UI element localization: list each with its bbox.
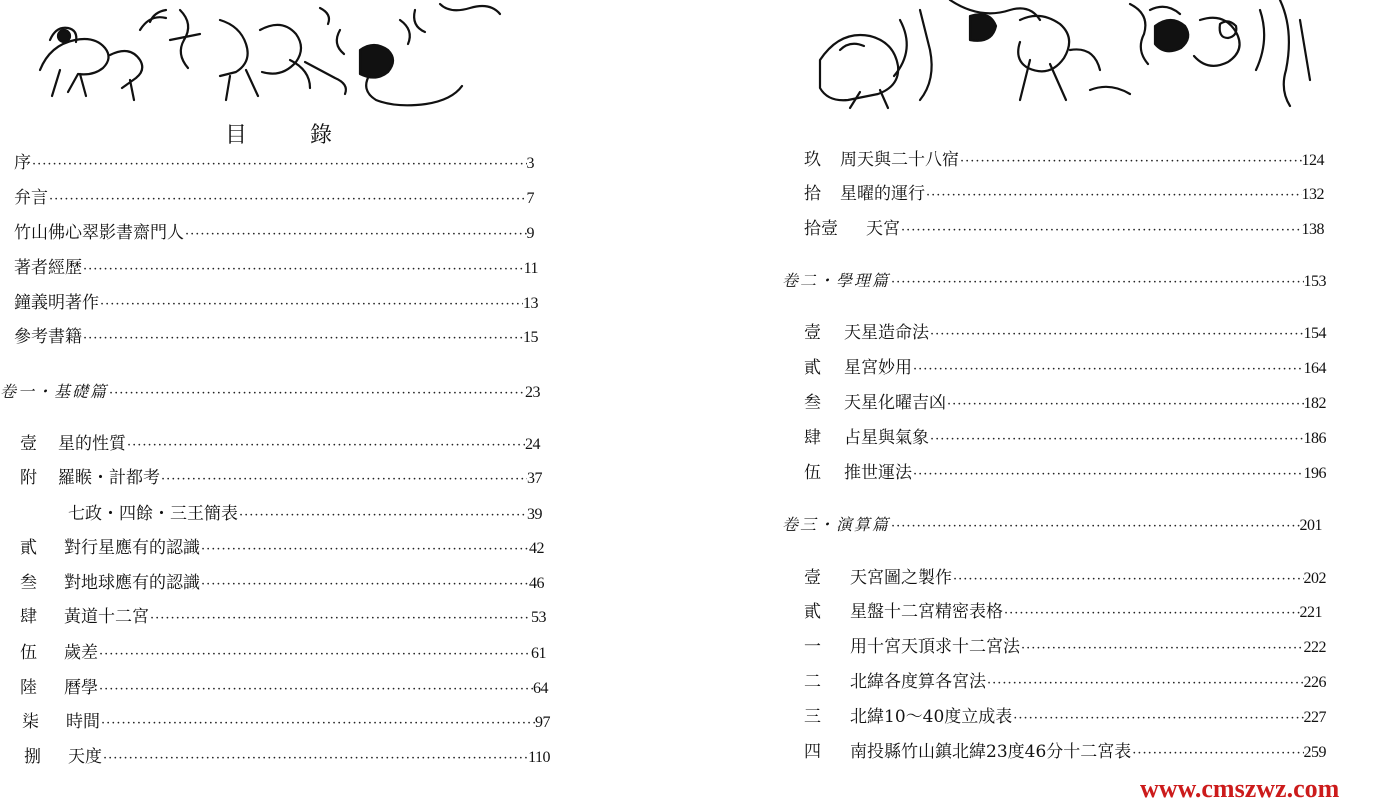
toc-entry-page: 153 [1303, 273, 1326, 290]
toc-entry-number: 肆 [20, 607, 37, 627]
toc-leader-dots [238, 505, 527, 527]
toc-entry-page: 61 [531, 645, 546, 662]
toc-entry-page: 221 [1299, 604, 1322, 621]
toc-entry [804, 671, 1326, 695]
toc-entry-page: 201 [1299, 517, 1322, 534]
toc-leader-dots [48, 189, 527, 211]
toc-leader-dots [912, 464, 1304, 486]
toc-leader-dots [925, 185, 1302, 207]
toc-entry-label: 星盤十二宮精密表格 [850, 602, 1003, 622]
toc-entry-page: 15 [523, 329, 538, 346]
toc-entry-page: 53 [531, 609, 546, 626]
toc-entry-label: 七政・四餘・三王簡表 [68, 504, 238, 524]
toc-entry-label: 著者經歷 [14, 258, 82, 278]
toc-entry-number: 三 [804, 707, 821, 727]
toc-leader-dots [82, 259, 524, 281]
toc-leader-dots [890, 272, 1303, 294]
toc-entry [804, 218, 1324, 242]
toc-entry [804, 567, 1326, 591]
toc-entry-page: 13 [523, 295, 538, 312]
toc-entry-label: 星曜的運行 [840, 184, 925, 204]
toc-entry-label: 天度 [68, 747, 102, 767]
toc-entry-number: 叁 [804, 393, 821, 413]
toc-entry-number: 捌 [24, 747, 41, 767]
toc-entry-number: 陸 [20, 678, 37, 698]
toc-entry [20, 467, 542, 491]
toc-entry-number: 壹 [804, 323, 821, 343]
toc-entry-number: 伍 [804, 463, 821, 483]
toc-entry-page: 182 [1303, 395, 1326, 412]
toc-entry-label: 時間 [66, 712, 100, 732]
toc-entry-number: 柒 [22, 712, 39, 732]
toc-entry-number: 拾壹 [804, 219, 838, 239]
toc-entry-number: 拾 [804, 184, 821, 204]
toc-entry [68, 503, 542, 527]
header-illustration-left [20, 0, 520, 110]
toc-entry-page: 110 [528, 749, 550, 766]
toc-entry-number: 四 [804, 742, 821, 762]
toc-entry-number: 叁 [20, 573, 37, 593]
toc-entry [804, 149, 1324, 173]
toc-entry-page: 154 [1303, 325, 1326, 342]
toc-entry-label: 星的性質 [58, 434, 126, 454]
toc-entry [20, 433, 540, 457]
toc-leader-dots [1131, 743, 1303, 765]
toc-leader-dots [98, 679, 533, 701]
toc-entry [22, 711, 550, 735]
toc-entry-number: 附 [20, 468, 37, 488]
toc-leader-dots [986, 673, 1304, 695]
toc-entry-number: 肆 [804, 428, 821, 448]
toc-entry-label: 用十宮天頂求十二宮法 [850, 637, 1020, 657]
toc-leader-dots [126, 435, 525, 457]
toc-entry-number: 伍 [20, 643, 37, 663]
toc-section-heading [782, 514, 1322, 538]
toc-entry-number: 壹 [804, 568, 821, 588]
toc-entry-page: 46 [529, 575, 544, 592]
site-watermark: www.cmszwz.com [1140, 774, 1340, 803]
toc-entry-label: 北緯各度算各宮法 [850, 672, 986, 692]
toc-title: 目 錄 [225, 123, 360, 148]
toc-leader-dots [200, 574, 529, 596]
toc-entry [14, 187, 534, 211]
toc-entry-page: 64 [533, 680, 548, 697]
toc-entry-page: 37 [527, 470, 542, 487]
toc-leader-dots [99, 294, 523, 316]
toc-leader-dots [1020, 638, 1304, 660]
toc-entry-page: 24 [525, 436, 540, 453]
toc-entry-page: 11 [523, 260, 538, 277]
toc-entry-number: 貳 [804, 358, 821, 378]
toc-leader-dots [900, 220, 1302, 242]
toc-entry [804, 601, 1322, 625]
toc-leader-dots [890, 516, 1299, 538]
toc-entry [14, 222, 534, 246]
toc-entry-page: 7 [526, 190, 534, 207]
toc-entry [14, 257, 538, 281]
toc-section-label: 卷二・學理篇 [782, 271, 891, 290]
toc-entry-number: 一 [804, 637, 821, 657]
toc-entry-page: 226 [1303, 674, 1326, 691]
toc-section-heading [0, 381, 540, 405]
toc-entry-label: 序 [14, 153, 31, 173]
toc-leader-dots [929, 429, 1304, 451]
toc-entry-page: 42 [529, 540, 544, 557]
toc-entry-label: 黃道十二宮 [64, 607, 149, 627]
toc-leader-dots [160, 469, 527, 491]
toc-entry [804, 462, 1326, 486]
toc-entry-label: 推世運法 [844, 463, 912, 483]
toc-entry-number: 壹 [20, 434, 37, 454]
toc-entry [804, 636, 1326, 660]
figures-illustration [800, 0, 1320, 112]
toc-entry-number: 貳 [20, 538, 37, 558]
toc-entry-page: 222 [1303, 639, 1326, 656]
toc-entry-label: 南投縣竹山鎮北緯23度46分十二宮表 [850, 742, 1132, 762]
toc-entry-label: 周天與二十八宿 [840, 150, 959, 170]
toc-entry [20, 572, 544, 596]
toc-entry [804, 706, 1326, 730]
toc-leader-dots [952, 569, 1304, 591]
toc-entry-page: 259 [1303, 744, 1326, 761]
toc-entry-label: 占星與氣象 [844, 428, 929, 448]
header-illustration-right [800, 0, 1320, 112]
toc-entry-page: 132 [1301, 186, 1324, 203]
toc-entry [24, 746, 550, 770]
toc-leader-dots [959, 151, 1302, 173]
toc-entry [804, 357, 1326, 381]
toc-entry-label: 竹山佛心翠影書齋門人 [14, 223, 184, 243]
toc-entry [804, 392, 1326, 416]
toc-entry [20, 677, 548, 701]
toc-entry-label: 星宮妙用 [844, 358, 912, 378]
toc-entry-page: 97 [535, 714, 550, 731]
toc-leader-dots [184, 224, 527, 246]
toc-entry [14, 326, 538, 350]
toc-entry [14, 152, 534, 176]
toc-entry-page: 9 [526, 225, 534, 242]
toc-entry [804, 741, 1326, 765]
toc-entry-label: 對行星應有的認識 [64, 538, 200, 558]
toc-entry [20, 642, 546, 666]
toc-section-label: 卷一・基礎篇 [0, 382, 109, 401]
toc-leader-dots [1003, 603, 1300, 625]
toc-leader-dots [1012, 708, 1303, 730]
toc-entry-label: 天星造命法 [844, 323, 929, 343]
toc-entry [804, 322, 1326, 346]
figures-illustration [20, 0, 520, 110]
toc-entry-number: 二 [804, 672, 821, 692]
toc-section-heading [782, 270, 1326, 294]
toc-section-label: 卷三・演算篇 [782, 515, 891, 534]
toc-leader-dots [100, 713, 535, 735]
toc-entry-page: 124 [1301, 152, 1324, 169]
toc-entry-label: 參考書籍 [14, 327, 82, 347]
toc-entry-page: 39 [527, 506, 542, 523]
toc-leader-dots [946, 394, 1304, 416]
toc-leader-dots [200, 539, 529, 561]
toc-entry-page: 164 [1303, 360, 1326, 377]
toc-leader-dots [98, 644, 531, 666]
toc-entry-number: 玖 [804, 150, 821, 170]
toc-entry [804, 183, 1324, 207]
toc-entry-page: 196 [1303, 465, 1326, 482]
toc-entry [14, 292, 538, 316]
toc-entry [20, 606, 546, 630]
toc-leader-dots [108, 383, 525, 405]
toc-entry-label: 天宮 [866, 219, 900, 239]
toc-entry [804, 427, 1326, 451]
toc-entry-label: 弁言 [14, 188, 48, 208]
toc-entry-label: 歲差 [64, 643, 98, 663]
toc-entry [20, 537, 544, 561]
toc-entry-label: 天星化曜吉凶 [844, 393, 946, 413]
toc-entry-page: 186 [1303, 430, 1326, 447]
toc-leader-dots [912, 359, 1304, 381]
toc-entry-page: 23 [525, 384, 540, 401]
toc-entry-label: 北緯10～40度立成表 [850, 707, 1013, 727]
toc-leader-dots [149, 608, 531, 630]
toc-entry-page: 3 [526, 155, 534, 172]
toc-entry-page: 227 [1303, 709, 1326, 726]
toc-entry-label: 鐘義明著作 [14, 293, 99, 313]
toc-entry-number: 貳 [804, 602, 821, 622]
toc-leader-dots [82, 328, 523, 350]
toc-entry-label: 曆學 [64, 678, 98, 698]
toc-entry-label: 天宮圖之製作 [850, 568, 952, 588]
toc-leader-dots [31, 154, 527, 176]
toc-entry-label: 對地球應有的認識 [64, 573, 200, 593]
toc-leader-dots [102, 748, 528, 770]
toc-entry-label: 羅睺・計都考 [58, 468, 160, 488]
toc-entry-page: 138 [1301, 221, 1324, 238]
toc-leader-dots [929, 324, 1304, 346]
toc-entry-page: 202 [1303, 570, 1326, 587]
